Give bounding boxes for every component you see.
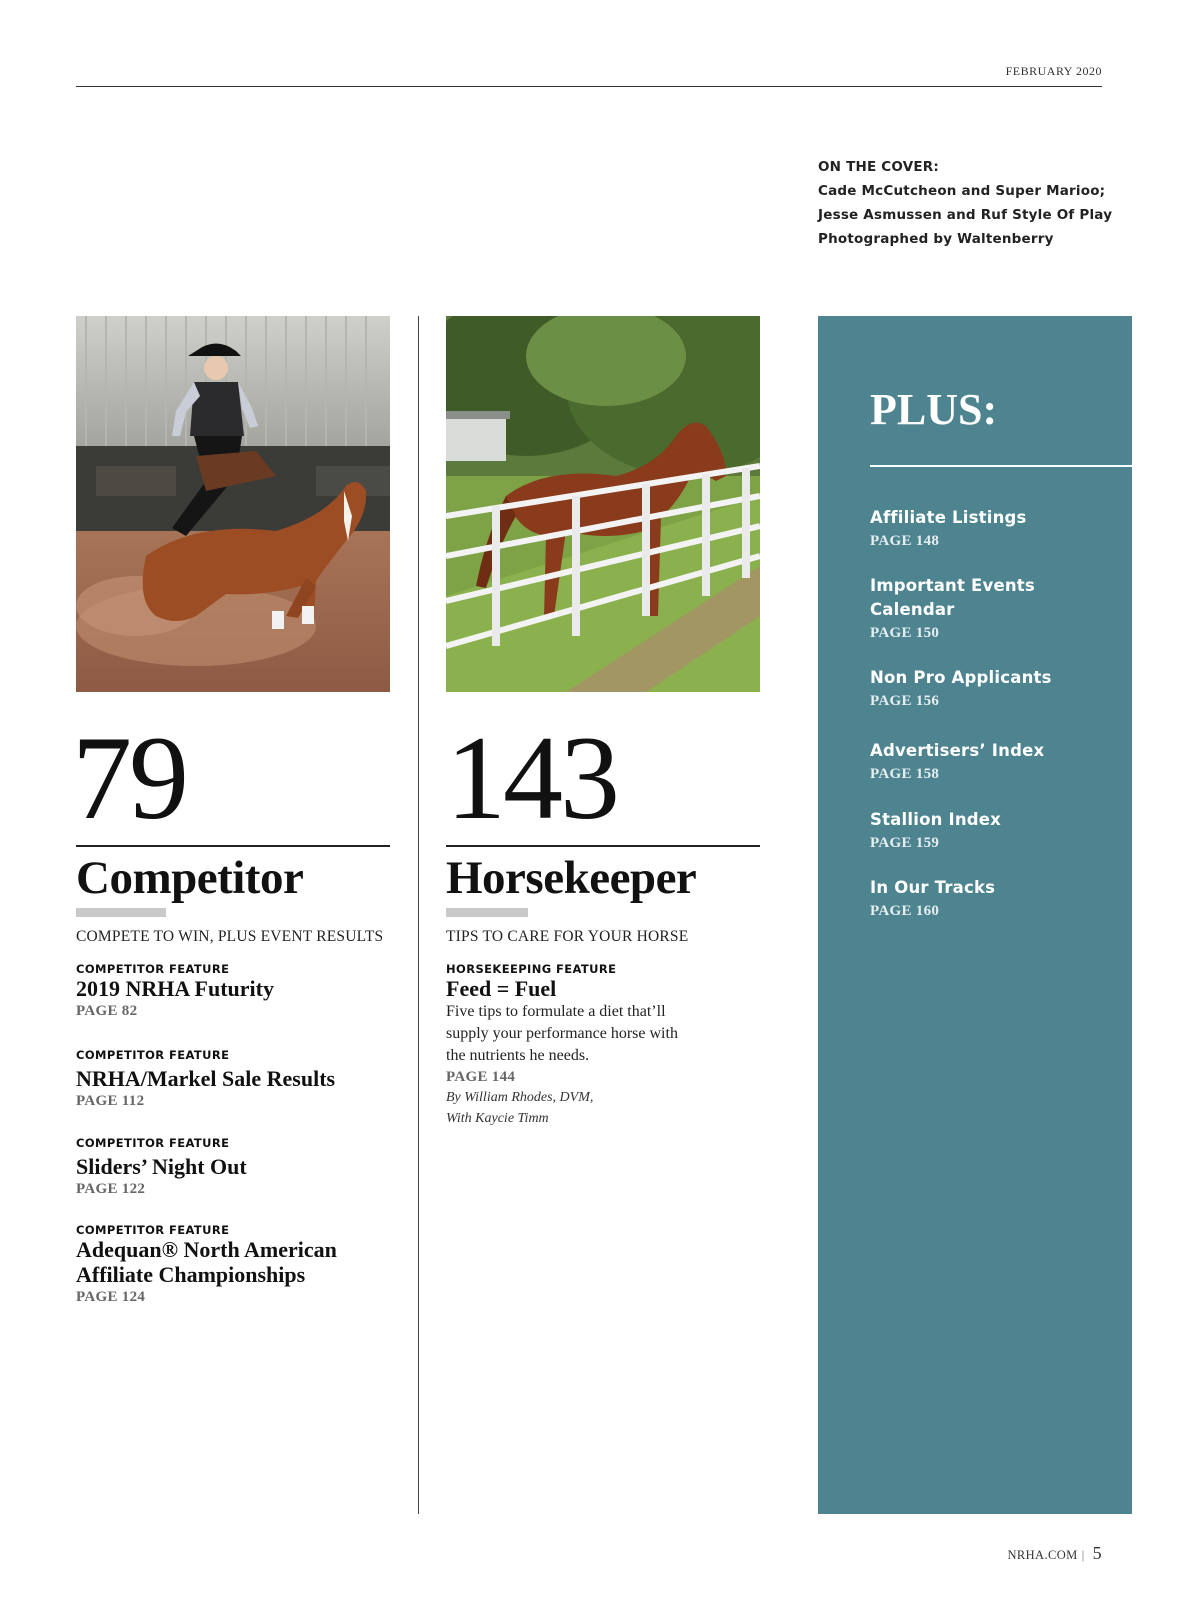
plus-item-page: PAGE 148 bbox=[870, 533, 940, 549]
feature-title: Sliders’ Night Out bbox=[76, 1154, 247, 1179]
plus-item-label: Stallion Index bbox=[870, 810, 1002, 829]
competitor-feature[interactable] bbox=[76, 1048, 406, 1111]
plus-item-label: Non Pro Applicants bbox=[870, 668, 1052, 687]
plus-item-label: Important Events bbox=[870, 576, 1035, 595]
issue-date: FEBRUARY 2020 bbox=[1005, 64, 1102, 78]
horsekeeping-feature[interactable] bbox=[446, 962, 786, 1129]
plus-item-important-events[interactable] bbox=[870, 574, 1110, 644]
plus-item-stallion-index[interactable] bbox=[870, 808, 1110, 854]
feature-kicker: COMPETITOR FEATURE bbox=[76, 1223, 230, 1237]
horsekeeper-section-title: Horsekeeper bbox=[446, 852, 697, 904]
plus-item-label: Affiliate Listings bbox=[870, 508, 1027, 527]
feature-kicker: COMPETITOR FEATURE bbox=[76, 962, 230, 976]
plus-item-label: In Our Tracks bbox=[870, 878, 996, 897]
feature-description-line: the nutrients he needs. bbox=[446, 1047, 590, 1064]
column-divider bbox=[418, 316, 419, 1514]
cover-line: Cade McCutcheon and Super Marioo; bbox=[818, 183, 1106, 199]
feature-description-line: supply your performance horse with bbox=[446, 1025, 678, 1042]
horsekeeper-section-subtitle: TIPS TO CARE FOR YOUR HORSE bbox=[446, 928, 689, 945]
page-number: 5 bbox=[1092, 1543, 1102, 1563]
cover-heading: ON THE COVER: bbox=[818, 159, 939, 175]
cover-line: Photographed by Waltenberry bbox=[818, 231, 1054, 247]
feature-page: PAGE 144 bbox=[446, 1069, 516, 1085]
feature-page: PAGE 124 bbox=[76, 1289, 146, 1305]
feature-kicker: HORSEKEEPING FEATURE bbox=[446, 962, 617, 976]
plus-item-label: Advertisers’ Index bbox=[870, 741, 1045, 760]
competitor-section-number: 79 bbox=[72, 711, 186, 844]
footer-site: NRHA.COM bbox=[1007, 1548, 1078, 1562]
feature-title: 2019 NRHA Futurity bbox=[76, 976, 274, 1001]
competitor-section-subtitle: COMPETE TO WIN, PLUS EVENT RESULTS bbox=[76, 928, 384, 945]
feature-page: PAGE 82 bbox=[76, 1003, 138, 1019]
plus-rule bbox=[870, 465, 1132, 467]
feature-title: NRHA/Markel Sale Results bbox=[76, 1066, 336, 1091]
plus-item-in-our-tracks[interactable] bbox=[870, 876, 1110, 922]
reining-horse-illustration bbox=[76, 316, 390, 692]
plus-item-advertisers-index[interactable] bbox=[870, 739, 1110, 785]
feature-title-line: Affiliate Championships bbox=[76, 1262, 306, 1287]
cover-note bbox=[818, 155, 1112, 251]
feature-byline: By William Rhodes, DVM, bbox=[446, 1090, 594, 1105]
plus-item-affiliate-listings[interactable] bbox=[870, 506, 1110, 552]
plus-panel bbox=[818, 316, 1132, 1514]
feature-title: Feed = Fuel bbox=[446, 976, 557, 1001]
plus-title: PLUS: bbox=[870, 385, 998, 434]
section-rule bbox=[76, 845, 390, 847]
competitor-feature[interactable] bbox=[76, 962, 406, 1021]
page-footer bbox=[1007, 1543, 1102, 1564]
section-accent-bar bbox=[446, 908, 528, 917]
plus-item-page: PAGE 159 bbox=[870, 835, 940, 851]
horsekeeper-photo bbox=[446, 316, 760, 692]
plus-item-page: PAGE 156 bbox=[870, 693, 940, 709]
feature-kicker: COMPETITOR FEATURE bbox=[76, 1136, 230, 1150]
plus-item-label: Calendar bbox=[870, 600, 955, 619]
competitor-section-title: Competitor bbox=[76, 852, 304, 904]
competitor-feature[interactable] bbox=[76, 1136, 406, 1199]
header-rule bbox=[76, 86, 1102, 87]
cover-line: Jesse Asmussen and Ruf Style Of Play bbox=[818, 207, 1113, 223]
feature-byline: With Kaycie Timm bbox=[446, 1111, 549, 1126]
plus-item-page: PAGE 150 bbox=[870, 625, 940, 641]
feature-page: PAGE 122 bbox=[76, 1181, 146, 1197]
horse-at-fence-illustration bbox=[446, 316, 760, 692]
competitor-photo bbox=[76, 316, 390, 692]
feature-title-line: Adequan® North American bbox=[76, 1237, 337, 1262]
feature-kicker: COMPETITOR FEATURE bbox=[76, 1048, 230, 1062]
section-rule bbox=[446, 845, 760, 847]
plus-item-non-pro-applicants[interactable] bbox=[870, 666, 1110, 712]
competitor-feature[interactable] bbox=[76, 1223, 406, 1307]
section-accent-bar bbox=[76, 908, 166, 917]
feature-page: PAGE 112 bbox=[76, 1093, 145, 1109]
plus-item-page: PAGE 160 bbox=[870, 903, 940, 919]
plus-item-page: PAGE 158 bbox=[870, 766, 940, 782]
footer-separator: | bbox=[1081, 1548, 1085, 1562]
feature-description-line: Five tips to formulate a diet that’ll bbox=[446, 1003, 666, 1020]
horsekeeper-section-number: 143 bbox=[446, 711, 617, 844]
